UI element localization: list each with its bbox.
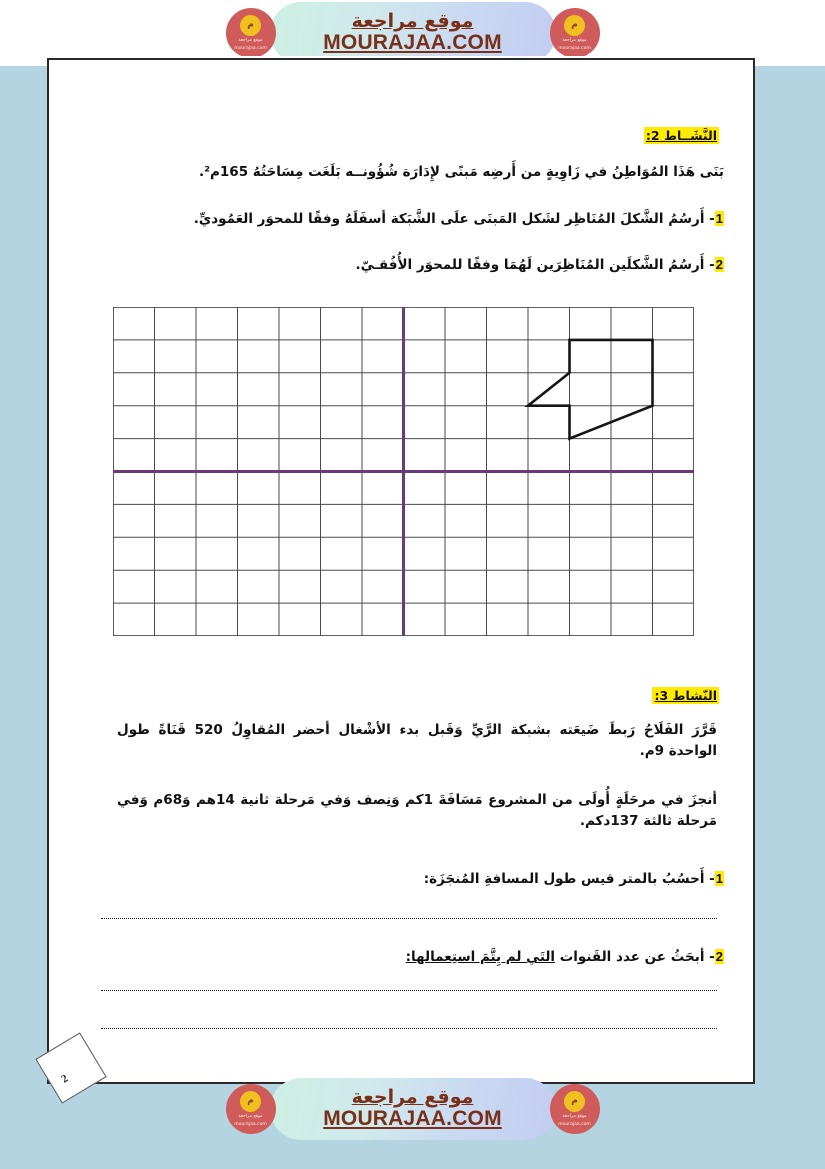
answer-rule-3[interactable] bbox=[101, 1028, 717, 1029]
activity-3-statement-1: قَرَّرَ الفَلَاحُ رَبطَ ضَيعَته بشبكة الرَّيِّ وَقَبل بدء الأشْغال أحضر المُقاوِلُ 520 قَنَاةً طول الواحدة 9م. bbox=[117, 722, 717, 759]
logo-caption-latin: mourajaa.com bbox=[234, 45, 267, 51]
bottom-banner bbox=[0, 1076, 825, 1142]
symmetry-grid-svg bbox=[113, 307, 694, 636]
activity-2-heading: النَّشَــاط 2: bbox=[645, 128, 717, 143]
activity-3-statement-2: أنجزَ في مرحَلَةٍ أُولَى من المشروع مَسَافَةَ 1كم وَنِصف وَفي مَرحلة ثانية 14هم وَ68م وَفي مَرحلة ثالثة 137دكم. bbox=[117, 792, 717, 829]
activity-3-q1-dash: - bbox=[709, 871, 715, 887]
activity-2-question-1 bbox=[194, 210, 724, 229]
logo-caption-arabic: موقع مراجعة bbox=[562, 1113, 587, 1119]
page-number: 2 bbox=[59, 1072, 71, 1086]
activity-3-q1-number: 1 bbox=[715, 871, 723, 886]
activity-3-q2-text-plain: أبحَثُ عن عدد القَنوات bbox=[555, 949, 705, 965]
answer-rule-2[interactable] bbox=[101, 990, 717, 991]
activity-2-q1-dash: - bbox=[709, 211, 715, 227]
logo-caption-latin: mourajaa.com bbox=[234, 1121, 267, 1127]
logo-caption-latin: mourajaa.com bbox=[558, 45, 591, 51]
activity-3-question-1 bbox=[424, 870, 724, 889]
activity-3-question-2 bbox=[406, 948, 724, 967]
activity-3-q2-number: 2 bbox=[715, 949, 723, 964]
brand-arabic-top: موقع مراجعة bbox=[351, 9, 474, 32]
activity-3-q2-dash: - bbox=[709, 949, 715, 965]
activity-2-q2-text: أَرسُمُ الشَّكلَين المُنَاظِرَين لَهُمَا وفقًا للمحوَر الأُفُقـيّ. bbox=[355, 257, 705, 273]
logo-caption-arabic: موقع مراجعة bbox=[238, 1113, 263, 1119]
activity-3-heading: النّشاط 3: bbox=[654, 688, 717, 703]
worksheet-page bbox=[47, 58, 755, 1084]
activity-2-q2-dash: - bbox=[709, 257, 715, 273]
symmetry-grid-figure bbox=[113, 307, 694, 636]
activity-2-statement: بَنَى هَذَا المُوَاطِنُ في زَاوِيةٍ من أَرضِه مَبنًى لإِدَارَة شُؤُونــه بَلَغَت مِسَاحَتُهُ 165م²‎. bbox=[198, 164, 724, 180]
site-logo-left bbox=[226, 1084, 276, 1134]
site-logo-right bbox=[550, 8, 600, 58]
activity-2-q1-text: أَرسُمُ الشَّكلَ المُنَاظِر لشَكل المَبنَى علَى الشَّبَكة أسفَلَهُ وفقًا للمحوَر العَمُوديِّ. bbox=[193, 211, 705, 227]
activity-3-q2-text-underlined: التَي لم يِتَّمَ استِعمالها: bbox=[405, 949, 556, 965]
site-brand-block bbox=[270, 2, 556, 64]
logo-caption-arabic: موقع مراجعة bbox=[562, 37, 587, 43]
site-brand-block bbox=[270, 1078, 556, 1140]
site-logo-left bbox=[226, 8, 276, 58]
logo-caption-arabic: موقع مراجعة bbox=[238, 37, 263, 43]
building-shape-outline bbox=[528, 340, 653, 439]
activity-2-q1-number: 1 bbox=[715, 211, 723, 226]
activity-2-question-2 bbox=[356, 256, 724, 275]
brand-arabic-bottom: موقع مراجعة bbox=[351, 1085, 474, 1108]
logo-badge-icon: م bbox=[240, 1091, 261, 1112]
logo-badge-icon: م bbox=[564, 1091, 585, 1112]
bottom-banner-inner bbox=[218, 1076, 608, 1142]
answer-rule-1[interactable] bbox=[101, 918, 717, 919]
activity-3-q1-text: أَحسُبُ بالمتر قيس طول المسافةِ المُنجَزَة: bbox=[423, 871, 705, 887]
brand-latin-bottom: MOURAJAA.COM bbox=[323, 1107, 502, 1131]
logo-badge-icon: م bbox=[564, 15, 585, 36]
brand-latin-top: MOURAJAA.COM bbox=[323, 31, 502, 55]
site-logo-right bbox=[550, 1084, 600, 1134]
logo-caption-latin: mourajaa.com bbox=[558, 1121, 591, 1127]
logo-badge-icon: م bbox=[240, 15, 261, 36]
activity-2-q2-number: 2 bbox=[715, 257, 723, 272]
